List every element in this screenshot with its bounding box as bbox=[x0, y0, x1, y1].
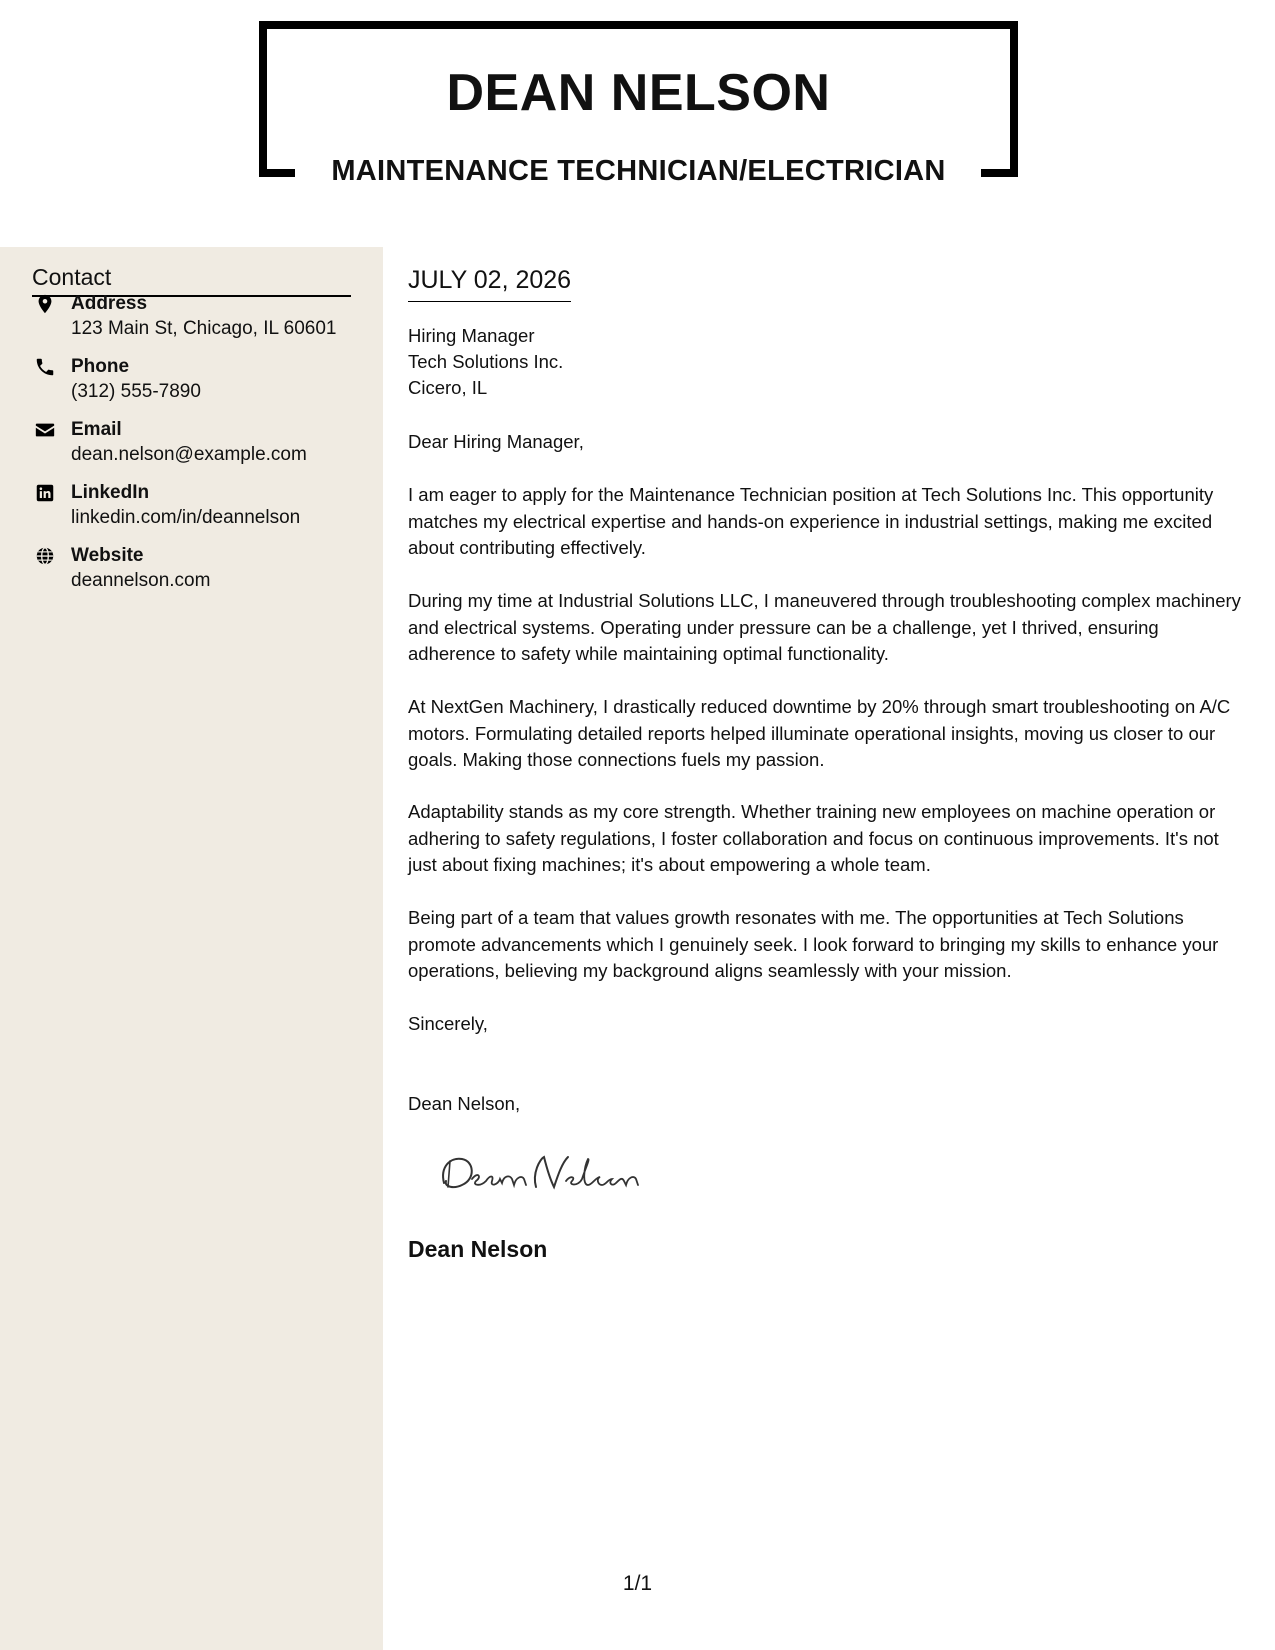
recipient-block bbox=[408, 323, 563, 401]
contact-value: deannelson.com bbox=[71, 570, 211, 591]
job-title: MAINTENANCE TECHNICIAN/ELECTRICIAN bbox=[300, 151, 977, 191]
salutation: Dear Hiring Manager, bbox=[408, 431, 584, 452]
contact-label: Email bbox=[71, 419, 122, 440]
globe-icon bbox=[34, 545, 56, 567]
body-paragraph: During my time at Industrial Solutions LLC, I maneuvered through troubleshooting complex machinery and electrical systems. Operating under pressure can be a challenge, yet I thrived, ensuring adherence to safety while maintaining optimal functionality. bbox=[408, 590, 1241, 664]
contact-label: Website bbox=[71, 545, 144, 566]
closing-name: Dean Nelson, bbox=[408, 1093, 521, 1114]
body-paragraph: Being part of a team that values growth resonates with me. The opportunities at Tech Solutions promote advancements which I genuinely seek. I look forward to bringing my skills to enhance your operations, believing my background aligns seamlessly with your mission. bbox=[408, 907, 1219, 981]
signed-name: Dean Nelson bbox=[408, 1236, 548, 1262]
envelope-icon bbox=[34, 419, 56, 441]
header-frame-foot-left bbox=[259, 169, 295, 177]
contact-value: 123 Main St, Chicago, IL 60601 bbox=[71, 318, 337, 339]
closing: Sincerely, bbox=[408, 1013, 488, 1034]
contact-heading: Contact bbox=[32, 261, 351, 297]
contact-label: LinkedIn bbox=[71, 482, 150, 503]
contact-value: linkedin.com/in/deannelson bbox=[71, 507, 301, 528]
linkedin-icon bbox=[34, 482, 56, 504]
applicant-name: DEAN NELSON bbox=[446, 64, 831, 122]
contact-sidebar bbox=[0, 247, 383, 1650]
contact-value: (312) 555-7890 bbox=[71, 381, 201, 402]
map-pin-icon bbox=[34, 293, 56, 315]
recipient-line: Hiring Manager bbox=[408, 325, 535, 346]
page-number: 1/1 bbox=[622, 1572, 653, 1595]
contact-value: dean.nelson@example.com bbox=[71, 444, 307, 465]
letter-date: JULY 02, 2026 bbox=[408, 262, 571, 302]
body-paragraph: Adaptability stands as my core strength. Whether training new employees on machine operation or adhering to safety regulations, I foster collaboration and focus on continuous improvements. It's not just about fixing machines; it's about empowering a whole team. bbox=[408, 801, 1219, 875]
body-paragraph: I am eager to apply for the Maintenance Technician position at Tech Solutions Inc. This opportunity matches my electrical expertise and hands-on experience in industrial settings, making me excited about contributing effectively. bbox=[408, 484, 1214, 558]
handwritten-signature bbox=[432, 1145, 652, 1201]
recipient-line: Cicero, IL bbox=[408, 377, 488, 398]
contact-label: Address bbox=[71, 293, 148, 314]
phone-icon bbox=[34, 356, 56, 378]
recipient-line: Tech Solutions Inc. bbox=[408, 351, 564, 372]
header-frame-foot-right bbox=[981, 169, 1018, 177]
body-paragraph: At NextGen Machinery, I drastically reduced downtime by 20% through smart troubleshooting on A/C motors. Formulating detailed reports helped illuminate operational insights, moving us closer to our goals. Making those connections fuels my passion. bbox=[408, 696, 1231, 770]
contact-label: Phone bbox=[71, 356, 130, 377]
